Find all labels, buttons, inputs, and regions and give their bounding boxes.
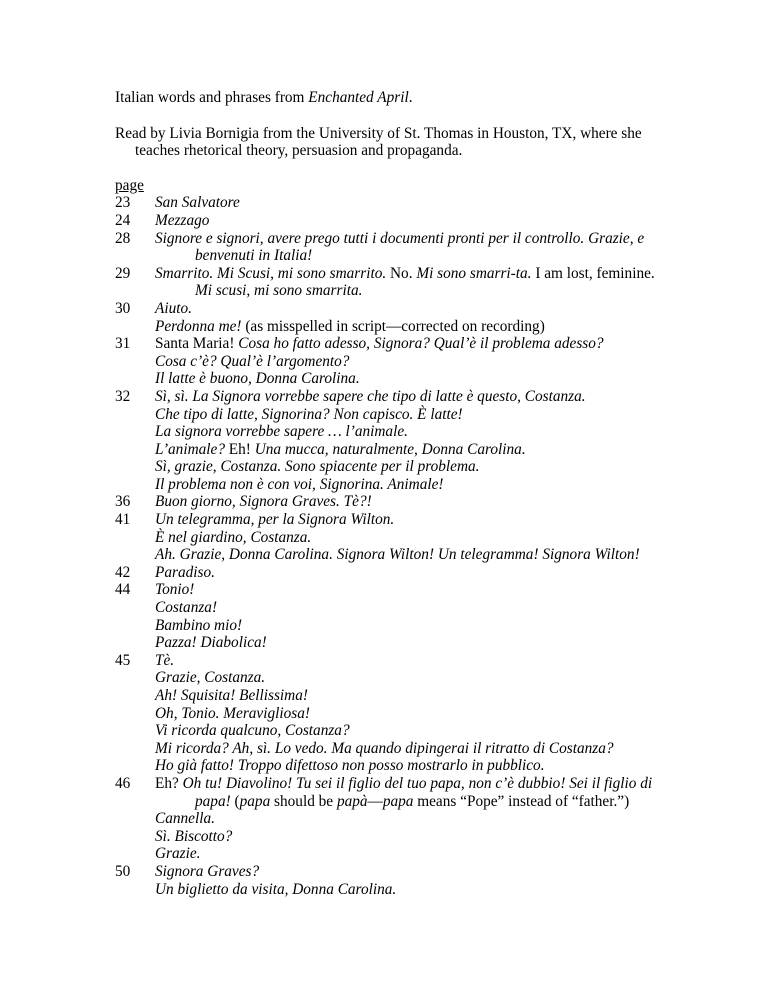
phrase-line xyxy=(155,265,660,300)
italian-text: Che tipo di latte, Signorina? Non capisco. È latte! xyxy=(155,405,463,423)
phrase-line xyxy=(155,458,660,476)
italian-text: Signora Graves? xyxy=(155,862,260,880)
phrase-line xyxy=(155,669,660,687)
phrase-list xyxy=(115,194,660,898)
phrase-lines xyxy=(155,265,660,300)
italian-text: Il latte è buono, Donna Carolina. xyxy=(155,370,360,388)
italian-text: Vi ricorda qualcuno, Costanza? xyxy=(155,722,350,740)
english-note: Santa Maria! xyxy=(155,335,239,353)
phrase-line xyxy=(155,775,660,810)
phrase-line xyxy=(155,423,660,441)
page-number: 50 xyxy=(115,862,131,880)
page-number: 31 xyxy=(115,335,131,353)
page-number: 23 xyxy=(115,194,131,212)
phrase-line xyxy=(155,740,660,758)
italian-text: Mi ricorda? Ah, sì. Lo vedo. Ma quando dipingerai il ritratto di Costanza? xyxy=(155,739,614,757)
phrase-line xyxy=(155,863,660,881)
italian-text: Perdonna me! xyxy=(155,317,242,335)
italian-text: Ho già fatto! Troppo difettoso non posso mostrarlo in pubblico. xyxy=(155,757,545,775)
title-suffix: . xyxy=(408,89,413,106)
phrase-line xyxy=(155,511,660,529)
phrase-line xyxy=(155,564,660,582)
phrase-line xyxy=(155,634,660,652)
film-title: Enchanted April xyxy=(308,89,409,106)
phrase-line xyxy=(155,300,660,318)
phrase-entry xyxy=(115,493,660,511)
page-column-header: page xyxy=(115,176,144,194)
reader-credit: Read by Livia Bornigia from the University of St. Thomas in Houston, TX, where she teaches rhetorical theory, persuasion and propaganda. xyxy=(115,124,642,160)
italian-text: Ah! Squisita! Bellissima! xyxy=(155,687,308,704)
english-note: ( xyxy=(230,792,240,810)
phrase-lines xyxy=(155,863,660,898)
italian-text: È nel giardino, Costanza. xyxy=(155,528,312,546)
italian-text: Sì. Biscotto? xyxy=(155,827,233,845)
page-number: 44 xyxy=(115,581,131,599)
phrase-entry xyxy=(115,212,660,230)
phrase-entry xyxy=(115,581,660,651)
phrase-entry xyxy=(115,335,660,388)
english-note: Eh! xyxy=(224,440,255,458)
english-note: Eh? xyxy=(155,774,183,792)
phrase-line xyxy=(155,810,660,828)
page-number: 30 xyxy=(115,299,131,317)
italian-text: Signore e signori, avere prego tutti i documenti pronti per il controllo. Grazie, e benvenuti in Italia! xyxy=(155,229,645,265)
english-note: No. xyxy=(386,264,417,282)
phrase-entry xyxy=(115,230,660,265)
italian-text: Grazie. xyxy=(155,845,201,863)
italian-text: Cannella. xyxy=(155,810,215,828)
phrase-entry xyxy=(115,511,660,564)
phrase-entry xyxy=(115,388,660,494)
italian-text: Tè. xyxy=(155,651,175,669)
phrase-lines xyxy=(155,335,660,388)
phrase-entry xyxy=(115,194,660,212)
document-page xyxy=(115,89,660,898)
italian-text: Aiuto. xyxy=(155,299,192,317)
english-note: means “Pope” instead of “father.”) xyxy=(413,792,630,810)
italian-text: Mi scusi, mi sono smarrita. xyxy=(195,282,363,300)
italian-text: Ah. Grazie, Donna Carolina. Signora Wilton! Un telegramma! Signora Wilton! xyxy=(155,546,640,564)
italian-text: Sì, grazie, Costanza. Sono spiacente per il problema. xyxy=(155,458,480,476)
italian-text: Bambino mio! xyxy=(155,616,243,634)
page-number: 28 xyxy=(115,229,131,247)
page-number: 45 xyxy=(115,651,131,669)
phrase-entry xyxy=(115,300,660,335)
phrase-lines xyxy=(155,652,660,775)
phrase-lines xyxy=(155,511,660,564)
page-number: 36 xyxy=(115,493,131,511)
italian-text: Un telegramma, per la Signora Wilton. xyxy=(155,511,395,529)
page-number: 29 xyxy=(115,264,131,282)
phrase-lines xyxy=(155,230,660,265)
italian-text: Tonio! xyxy=(155,581,195,599)
phrase-line xyxy=(155,546,660,564)
italian-text: Mi sono smarri-ta. xyxy=(416,264,532,282)
italian-text: L’animale? xyxy=(155,440,225,458)
italian-text: Sì, sì. La Signora vorrebbe sapere che tipo di latte è questo, Costanza. xyxy=(155,387,586,405)
italian-text: papa xyxy=(382,792,414,810)
phrase-lines xyxy=(155,493,660,511)
phrase-line xyxy=(155,335,660,353)
italian-text: Mezzago xyxy=(155,211,210,229)
italian-text: papà xyxy=(336,792,368,810)
phrase-lines xyxy=(155,194,660,212)
phrase-lines xyxy=(155,212,660,230)
phrase-line xyxy=(155,617,660,635)
title-prefix: Italian words and phrases from xyxy=(115,89,309,106)
italian-text: Il problema non è con voi, Signorina. Animale! xyxy=(155,475,444,493)
english-note: should be xyxy=(270,792,337,810)
phrase-line xyxy=(155,318,660,336)
phrase-line xyxy=(155,652,660,670)
page-number: 24 xyxy=(115,211,131,229)
phrase-line xyxy=(155,212,660,230)
phrase-lines xyxy=(155,564,660,582)
phrase-line xyxy=(155,370,660,388)
phrase-lines xyxy=(155,300,660,335)
italian-text: San Salvatore xyxy=(155,194,240,212)
italian-text: Oh, Tonio. Meravigliosa! xyxy=(155,704,310,722)
italian-text: Costanza! xyxy=(155,599,218,617)
page-number: 46 xyxy=(115,774,131,792)
phrase-entry xyxy=(115,775,660,863)
phrase-line xyxy=(155,757,660,775)
english-note: — xyxy=(367,792,383,810)
document-title xyxy=(115,89,660,107)
phrase-line xyxy=(155,705,660,723)
italian-text: Una mucca, naturalmente, Donna Carolina. xyxy=(254,440,526,458)
phrase-line xyxy=(155,441,660,459)
phrase-line xyxy=(155,845,660,863)
phrase-entry xyxy=(115,652,660,775)
phrase-lines xyxy=(155,775,660,863)
phrase-line xyxy=(155,353,660,371)
phrase-entry xyxy=(115,265,660,300)
italian-text: Grazie, Costanza. xyxy=(155,669,266,687)
italian-text: papa xyxy=(239,792,271,810)
italian-text: Un biglietto da visita, Donna Carolina. xyxy=(155,880,397,898)
italian-text: Cosa c’è? Qual’è l’argomento? xyxy=(155,352,350,370)
phrase-line xyxy=(155,529,660,547)
italian-text: Pazza! Diabolica! xyxy=(155,634,267,652)
phrase-line xyxy=(155,722,660,740)
phrase-line xyxy=(155,599,660,617)
page-number: 42 xyxy=(115,563,131,581)
italian-text: Oh tu! Diavolino! Tu sei il figlio del tuo papa, non c’è dubbio! Sei il figlio di papa! xyxy=(182,774,653,810)
page-number: 41 xyxy=(115,511,131,529)
phrase-lines xyxy=(155,388,660,494)
italian-text: Paradiso. xyxy=(155,563,215,581)
italian-text: Buon giorno, Signora Graves. Tè?! xyxy=(155,493,372,511)
phrase-entry xyxy=(115,564,660,582)
phrase-entry xyxy=(115,863,660,898)
phrase-line xyxy=(155,388,660,406)
phrase-line xyxy=(155,828,660,846)
english-note: I am lost, feminine. xyxy=(531,264,655,282)
italian-text: Smarrito. Mi Scusi, mi sono smarrito. xyxy=(155,264,387,282)
phrase-lines xyxy=(155,581,660,651)
phrase-line xyxy=(155,194,660,212)
phrase-line xyxy=(155,230,660,265)
italian-text: Cosa ho fatto adesso, Signora? Qual’è il problema adesso? xyxy=(238,335,604,353)
phrase-line xyxy=(155,406,660,424)
italian-text: La signora vorrebbe sapere … l’animale. xyxy=(155,423,408,441)
phrase-line xyxy=(155,493,660,511)
phrase-line xyxy=(155,581,660,599)
phrase-line xyxy=(155,687,660,705)
phrase-line xyxy=(155,881,660,899)
page-number: 32 xyxy=(115,387,131,405)
english-note: (as misspelled in script—corrected on recording) xyxy=(241,317,545,335)
phrase-line xyxy=(155,476,660,494)
